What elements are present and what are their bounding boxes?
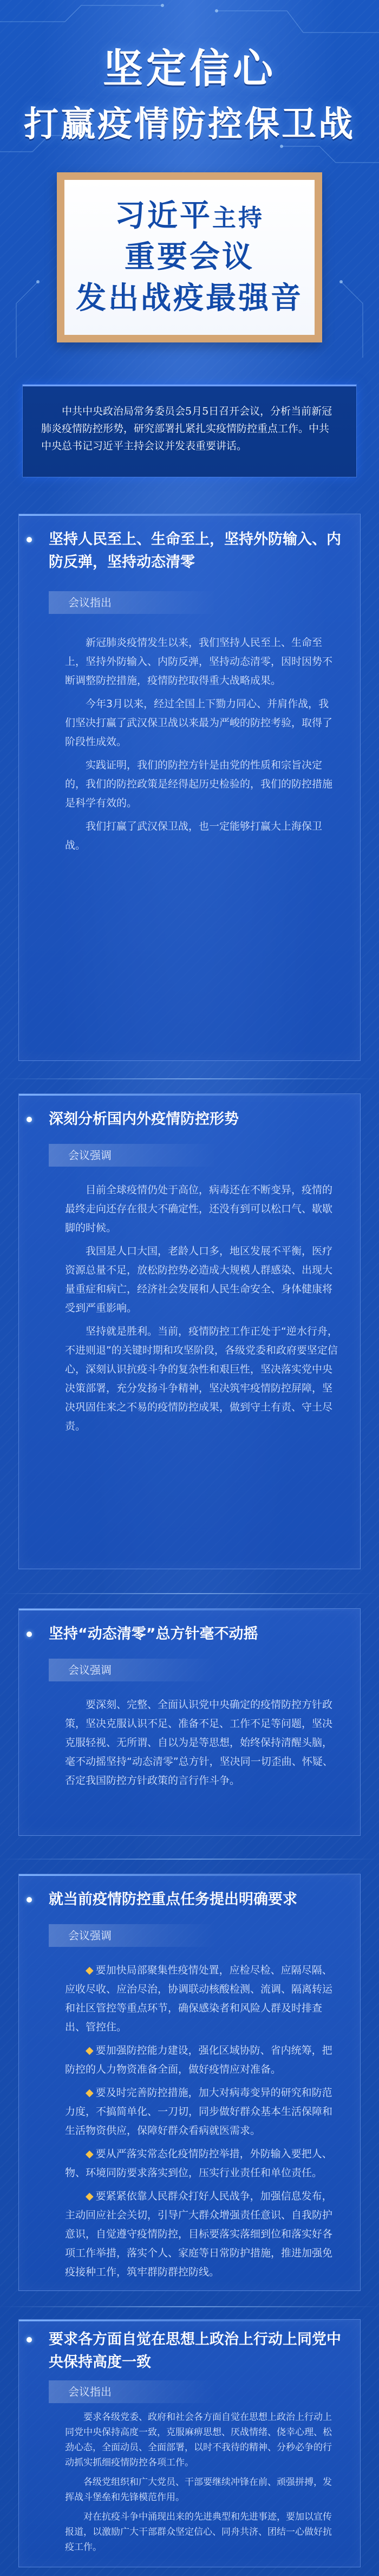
section-paragraph: 坚持就是胜利。当前，疫情防控工作正处于“逆水行舟，不进则退”的关键时期和攻坚阶段，各级党委和政府要坚定信心，深刻认识抗疫斗争的复杂性和艰巨性，坚决落实党中央决策部署，充分发扬斗争精神，坚决筑牢疫情防控屏障，坚决巩固住来之不易的疫情防控成果，做到守土有责、守土尽责。 bbox=[65, 1325, 338, 1432]
section-bullet-item bbox=[65, 2041, 338, 2079]
section-paragraph: 各级党组织和广大党员、干部要继续冲锋在前、顽强拼搏，发挥战斗堡垒和先锋模范作用。 bbox=[65, 2477, 332, 2503]
section-body bbox=[65, 633, 338, 859]
section-paragraph: 要求各级党委、政府和社会各方面自觉在思想上政治上行动上同党中央保持高度一致，克服麻痹思想、厌战情绪、侥幸心理、松劲心态，全面动员、全面部署，以时不我待的精神、分秒必争的行动抓实抓细疫情防控各项工作。 bbox=[65, 2412, 332, 2468]
section-paragraph: 今年3月以来，经过全国上下勠力同心、并肩作战，我们坚决打赢了武汉保卫战以来最为严峻的防控考验，取得了阶段性成效。 bbox=[65, 698, 333, 748]
section-marker bbox=[27, 1632, 32, 1637]
section-tag: 会议强调 bbox=[49, 1659, 217, 1681]
section-bullet-item bbox=[65, 1961, 338, 2037]
section-divider bbox=[0, 1593, 379, 1594]
section-marker bbox=[27, 1117, 32, 1122]
section-top-line bbox=[19, 1874, 360, 1876]
section-body bbox=[65, 1695, 338, 1795]
section-marker bbox=[27, 2337, 32, 2342]
bullet-icon: ◆ bbox=[86, 2148, 94, 2160]
section-paragraph: 要深刻、完整、全面认识党中央确定的疫情防控方针政策，坚决克服认识不足、准备不足、工作不足等问题，坚决克服轻视、无所谓、自以为是等思想，始终保持清醒头脑，毫不动摇坚持“动态清零”总方针，坚决同一切歪曲、怀疑、否定我国防控方针政策的言行作斗争。 bbox=[65, 1699, 333, 1787]
section-tag: 会议指出 bbox=[49, 2380, 217, 2403]
hero-card-name: 习近平 bbox=[115, 198, 212, 234]
section-marker bbox=[27, 1897, 32, 1902]
section-body bbox=[65, 1961, 338, 2286]
hero-card-line3: 发出战疫最强音 bbox=[76, 281, 303, 316]
section-bullet-item bbox=[65, 2145, 338, 2183]
section-paragraph: 目前全球疫情仍处于高位，病毒还在不断变异，疫情的最终走向还存在很大不确定性，还没有到可以松口气、歇歇脚的时候。 bbox=[65, 1184, 333, 1234]
section-divider bbox=[0, 2306, 379, 2307]
section-tag: 会议指出 bbox=[49, 591, 217, 614]
section-tag: 会议强调 bbox=[49, 1924, 217, 1947]
section-5 bbox=[18, 2319, 361, 2567]
section-4 bbox=[18, 1874, 361, 2291]
section-paragraph: 我国是人口大国，老龄人口多，地区发展不平衡，医疗资源总量不足，放松防控势必造成大规模人群感染、出现大量重症和病亡，经济社会发展和人民生命安全、身体健康将受到严重影响。 bbox=[65, 1245, 333, 1314]
hero-card-inner bbox=[64, 180, 315, 335]
hero-card bbox=[57, 172, 322, 342]
hero-card-action: 主持 bbox=[212, 204, 264, 232]
section-divider bbox=[0, 1078, 379, 1079]
bullet-icon: ◆ bbox=[86, 2044, 94, 2056]
section-body bbox=[65, 1181, 338, 1440]
intro-box bbox=[23, 385, 356, 477]
hero-title-line2: 打赢疫情防控保卫战 bbox=[24, 105, 355, 145]
bullet-icon: ◆ bbox=[86, 2190, 94, 2202]
section-paragraph: 对在抗疫斗争中涌现出来的先进典型和先进事迹，要加以宣传报道，以激励广大干部群众坚定信心、同舟共济、团结一心做好抗疫工作。 bbox=[65, 2512, 332, 2553]
intro-text: 中共中央政治局常务委员会5月5日召开会议，分析当前新冠肺炎疫情防控形势，研究部署扎紧扎实疫情防控重点工作。中共中央总书记习近平主持会议并发表重要讲话。 bbox=[41, 405, 332, 452]
bullet-text: 要紧紧依靠人民群众打好人民战争，加强信息发布，主动回应社会关切，引导广大群众增强责任意识、自我防护意识，自觉遵守疫情防控，目标要落实落细到位和落实好各项工作举措，落实个人、家庭等日常防护措施，推进加强免疫接种工作，筑牢群防群控防线。 bbox=[65, 2190, 333, 2278]
bullet-text: 要加快局部聚集性疫情处置，应检尽检、应隔尽隔、应收尽收、应治尽治，协调联动核酸检测、流调、隔离转运和社区管控等重点环节，确保感染者和风险人群及时排查出、管控住。 bbox=[65, 1964, 333, 2033]
bullet-icon: ◆ bbox=[86, 2087, 94, 2099]
section-paragraph: 实践证明，我们的防控方针是由党的性质和宗旨决定的，我们的防控政策是经得起历史检验的，我们的防控措施是科学有效的。 bbox=[65, 759, 333, 809]
section-2 bbox=[18, 1093, 361, 1569]
section-1 bbox=[18, 514, 361, 1061]
section-top-line bbox=[19, 1609, 360, 1610]
bullet-text: 要及时完善防控措施，加大对病毒变异的研究和防范力度，不搞简单化、一刀切，同步做好群众基本生活保障和生活物资供应，保障好群众看病就医需求。 bbox=[65, 2087, 333, 2137]
section-title: 坚持人民至上、生命至上，坚持外防输入、内防反弹，坚持动态清零 bbox=[49, 531, 341, 571]
section-3 bbox=[18, 1608, 361, 1836]
section-tag: 会议强调 bbox=[49, 1144, 217, 1167]
bullet-icon: ◆ bbox=[86, 1964, 94, 1976]
section-title: 要求各方面自觉在思想上政治上行动上同党中央保持高度一致 bbox=[49, 2331, 341, 2371]
section-paragraph: 我们打赢了武汉保卫战，也一定能够打赢大上海保卫战。 bbox=[65, 820, 323, 851]
section-bullet-item bbox=[65, 2187, 338, 2282]
section-divider bbox=[0, 1859, 379, 1860]
section-title: 深刻分析国内外疫情防控形势 bbox=[49, 1111, 239, 1128]
section-body bbox=[65, 2410, 338, 2559]
hero-card-line1 bbox=[115, 198, 264, 234]
section-bullet-item bbox=[65, 2083, 338, 2140]
section-top-line bbox=[19, 2320, 360, 2321]
bullet-text: 要加强防控能力建设，强化区域协防、省内统筹，把防控的人力物资准备全面，做好疫情应对准备。 bbox=[65, 2044, 332, 2075]
section-paragraph: 新冠肺炎疫情发生以来，我们坚持人民至上、生命至上，坚持外防输入、内防反弹，坚持动态清零，因时因势不断调整防控措施，疫情防控取得重大战略成果。 bbox=[65, 637, 333, 687]
section-top-line bbox=[19, 1094, 360, 1096]
section-marker bbox=[27, 537, 32, 542]
section-title: 坚持“动态清零”总方针毫不动摇 bbox=[49, 1626, 258, 1642]
hero-card-line2: 重要会议 bbox=[125, 240, 254, 275]
hero-header bbox=[0, 0, 379, 368]
section-top-line bbox=[19, 514, 360, 516]
hero-title-line1: 坚定信心 bbox=[103, 46, 276, 92]
bullet-text: 要从严落实常态化疫情防控举措，外防输入要把人、物、环境同防要求落实到位，压实行业责任和单位责任。 bbox=[65, 2148, 332, 2179]
section-title: 就当前疫情防控重点任务提出明确要求 bbox=[49, 1891, 297, 1908]
